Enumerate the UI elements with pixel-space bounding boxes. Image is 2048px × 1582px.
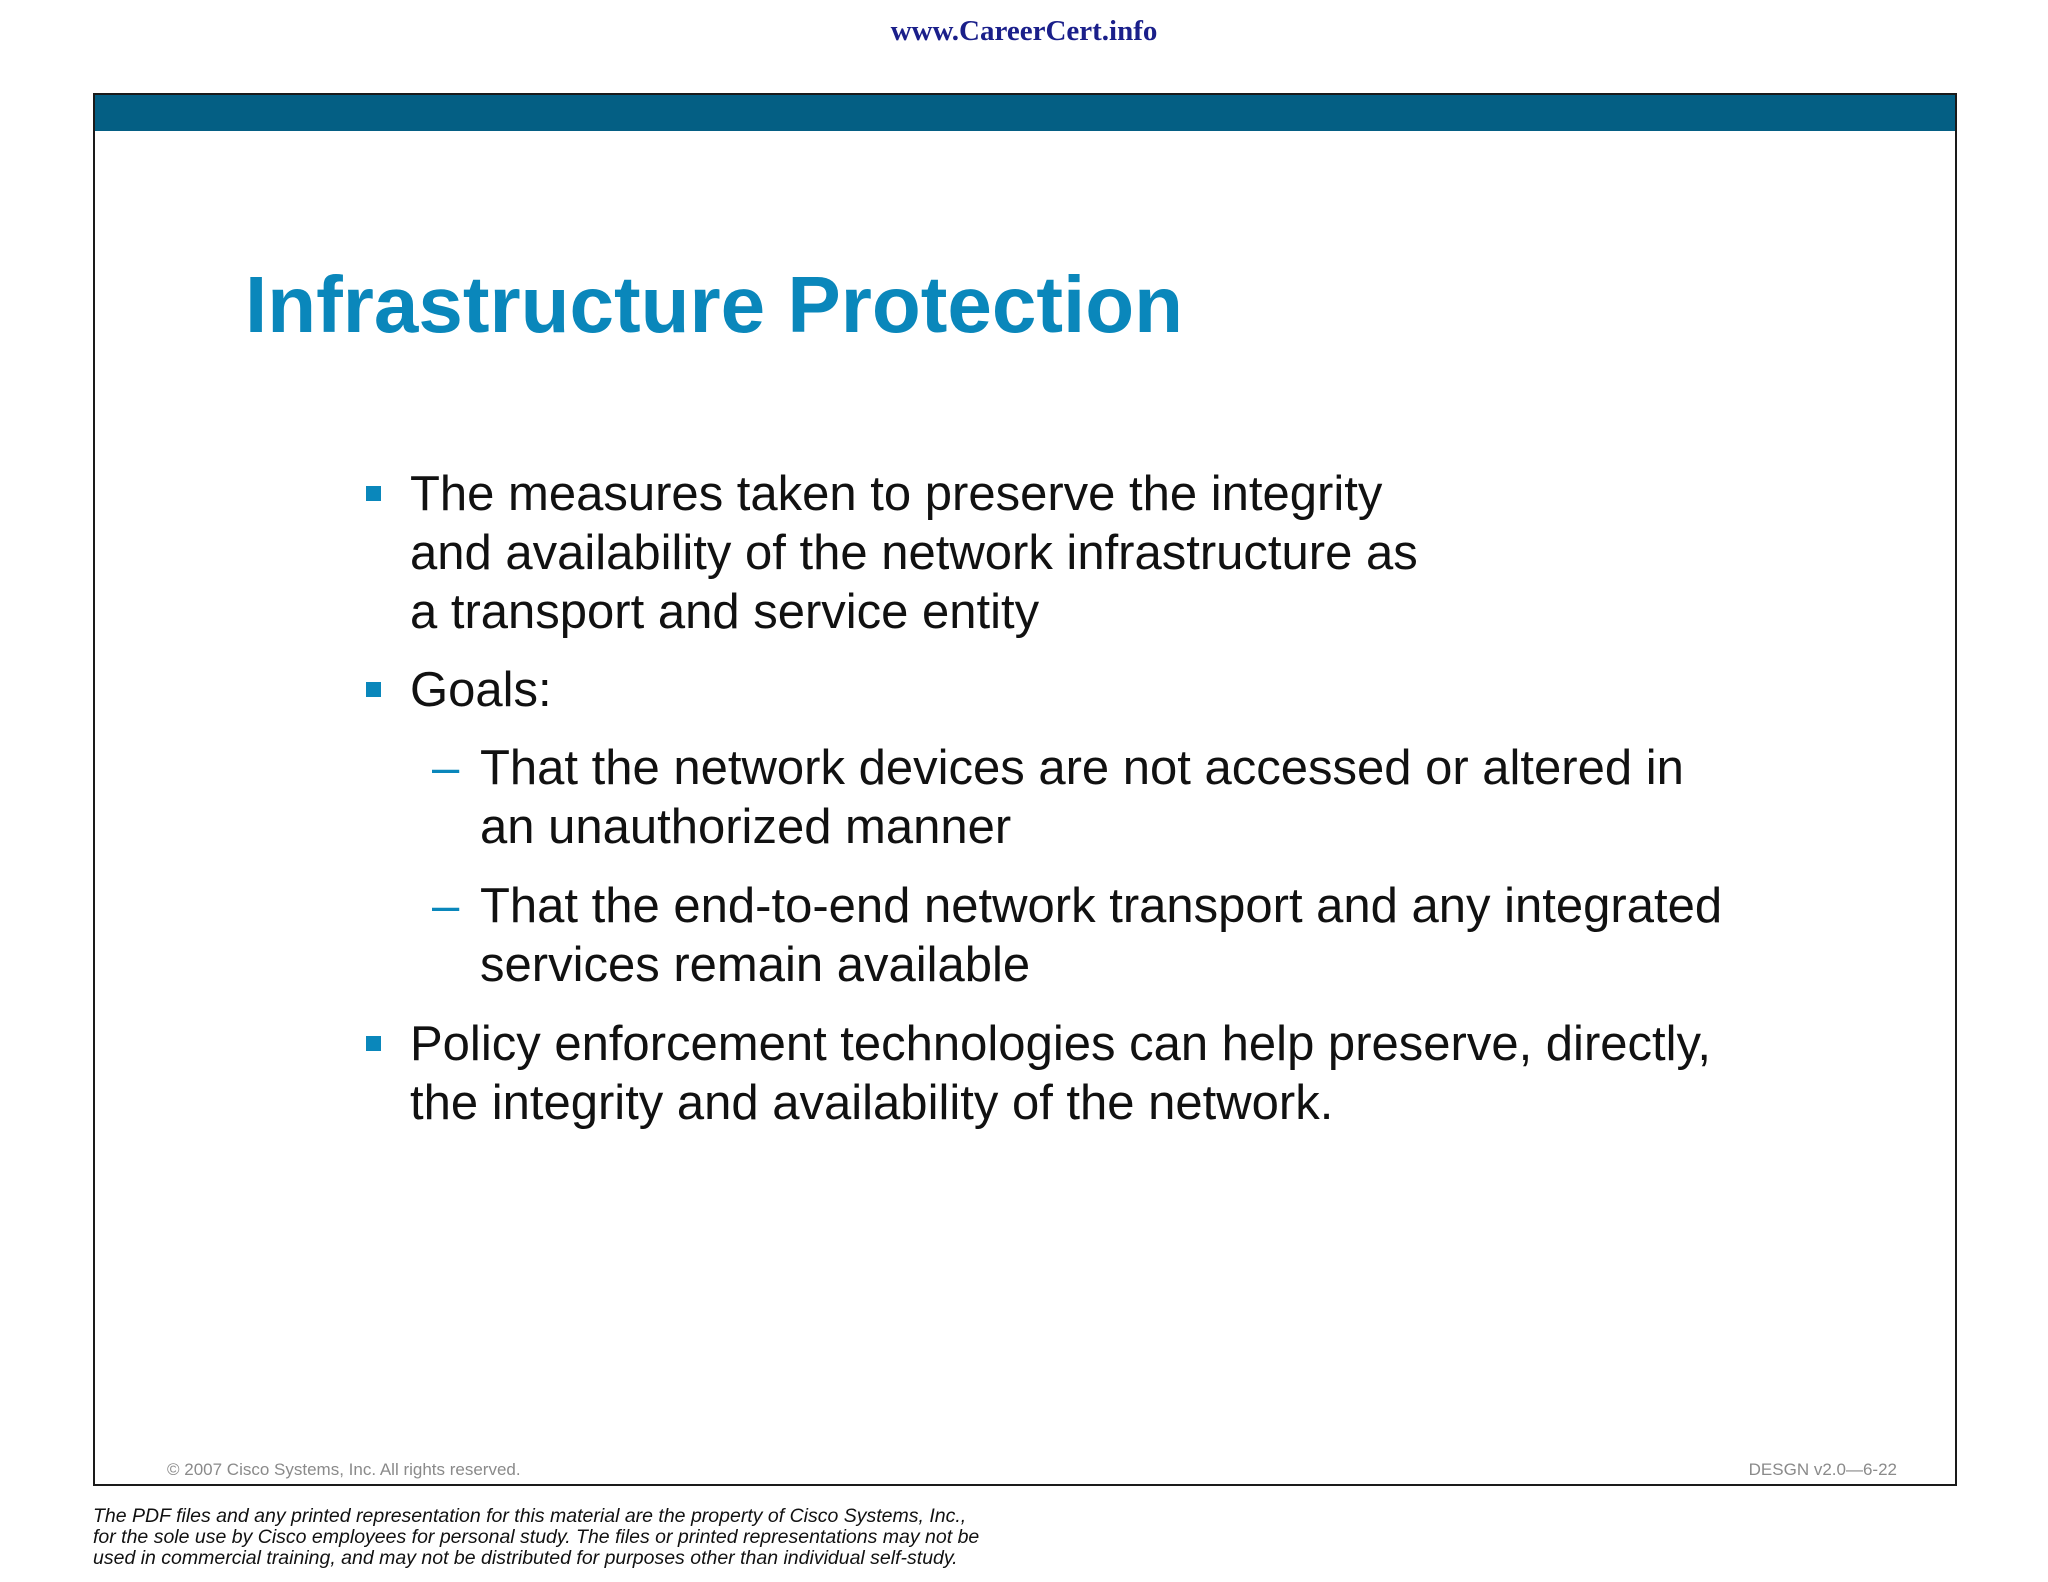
dash-bullet-icon: – <box>432 741 460 795</box>
slide-copyright: © 2007 Cisco Systems, Inc. All rights reserved. <box>167 1460 521 1479</box>
slide-code: DESGN v2.0—6-22 <box>1748 1460 1897 1479</box>
bullet-list <box>270 465 1830 1152</box>
slide <box>93 93 1957 1486</box>
disclaimer-line: used in commercial training, and may not be distributed for purposes other than individual self-study. <box>93 1547 958 1569</box>
sub-bullet-line: That the network devices are not accessed or altered in <box>480 741 1684 795</box>
bullet-goals <box>270 661 1830 720</box>
bullet-line: The measures taken to preserve the integrity <box>410 467 1383 521</box>
bullet-line: a transport and service entity <box>410 585 1040 639</box>
footer-disclaimer <box>93 1506 1293 1569</box>
bullet-line: the integrity and availability of the network. <box>410 1076 1334 1130</box>
bullet-line: and availability of the network infrastructure as <box>410 526 1418 580</box>
sub-bullet-line: services remain available <box>480 938 1031 992</box>
sub-bullet-line: an unauthorized manner <box>480 800 1012 854</box>
disclaimer-line: for the sole use by Cisco employees for personal study. The files or printed representations may not be <box>93 1526 980 1548</box>
square-bullet-icon <box>366 682 381 697</box>
sub-bullet-devices <box>270 739 1830 857</box>
square-bullet-icon <box>366 486 381 501</box>
slide-top-bar <box>95 95 1955 131</box>
bullet-policy-enforcement <box>270 1015 1830 1133</box>
slide-title: Infrastructure Protection <box>245 260 1183 349</box>
disclaimer-line: The PDF files and any printed representation for this material are the property of Cisco Systems, Inc., <box>93 1505 967 1527</box>
dash-bullet-icon: – <box>432 879 460 933</box>
bullet-line: Policy enforcement technologies can help preserve, directly, <box>410 1017 1711 1071</box>
bullet-line: Goals: <box>410 663 552 717</box>
bullet-definition <box>270 465 1830 642</box>
square-bullet-icon <box>366 1036 381 1051</box>
sub-bullet-line: That the end-to-end network transport and any integrated <box>480 879 1723 933</box>
site-header: www.CareerCert.info <box>890 15 1158 47</box>
sub-bullet-transport <box>270 877 1830 995</box>
